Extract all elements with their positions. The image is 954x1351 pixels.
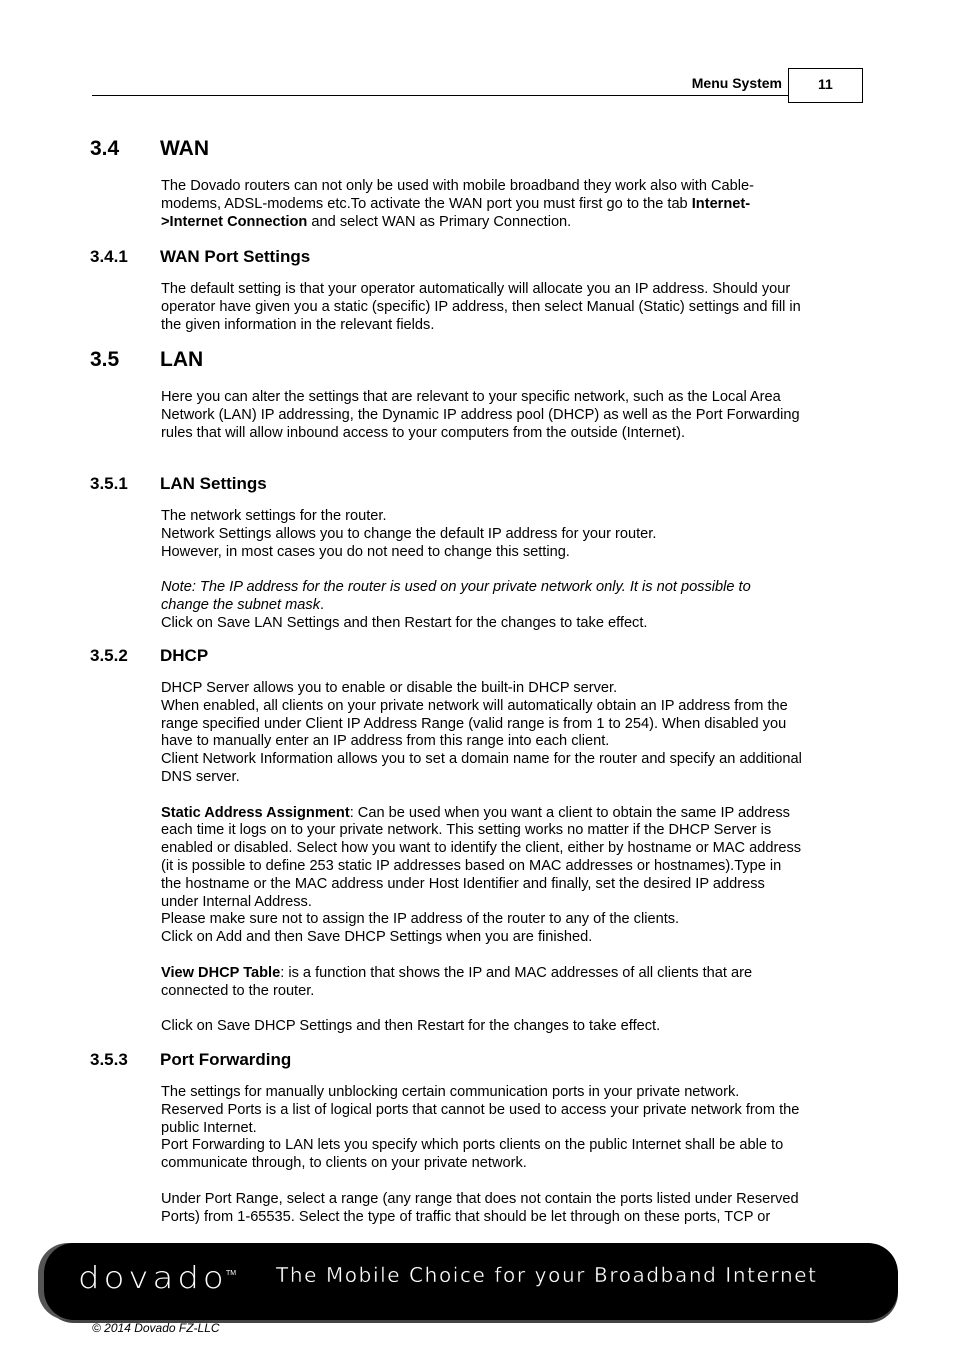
text-line: View DHCP Table: is a function that shows the IP and MAC addresses of all clients that are	[161, 964, 753, 981]
section-title: DHCP	[160, 646, 209, 665]
text-line: connected to the router.	[161, 982, 315, 999]
section-number: 3.5.3	[90, 1050, 128, 1069]
paragraph-port-forwarding	[161, 1084, 866, 1226]
bold-term: Internet-	[691, 195, 751, 212]
text-line: communicate through, to clients on your private network.	[161, 1155, 527, 1172]
section-title: LAN	[160, 348, 204, 371]
text-line: Click on Save LAN Settings and then Restart for the changes to take effect.	[161, 614, 648, 631]
text-line: Under Port Range, select a range (any range that does not contain the ports listed under Reserved	[161, 1190, 799, 1207]
text-line: under Internal Address.	[161, 893, 312, 910]
text-line: public Internet.	[161, 1119, 257, 1136]
paragraph-dhcp	[161, 680, 866, 1036]
text-line: enabled or disabled. Select how you want to identify the client, either by hostname or MAC address	[161, 840, 802, 857]
section-title: Port Forwarding	[160, 1050, 292, 1069]
header-rule	[92, 95, 788, 96]
text-line: The settings for manually unblocking certain communication ports in your private network.	[161, 1084, 740, 1100]
text-line: Client Network Information allows you to set a domain name for the router and specify an additional	[161, 751, 802, 768]
heading-3-4	[90, 137, 209, 161]
text-line: >Internet Connection and select WAN as Primary Connection.	[161, 213, 572, 230]
heading-3-5-2	[90, 646, 208, 666]
text-line: The network settings for the router.	[161, 508, 387, 524]
text-line: When enabled, all clients on your private network will automatically obtain an IP address from the	[161, 697, 788, 714]
note-line: Note: The IP address for the router is used on your private network only. It is not possible to	[161, 579, 751, 596]
trademark-mark: TM	[226, 1270, 237, 1277]
text-line: the hostname or the MAC address under Host Identifier and finally, set the desired IP address	[161, 875, 765, 892]
bold-term: Static Address Assignment	[161, 804, 350, 821]
text-line: The Dovado routers can not only be used with mobile broadband they work also with Cable-	[161, 178, 754, 194]
text-line: Network (LAN) IP addressing, the Dynamic IP address pool (DHCP) as well as the Port Forwarding	[161, 406, 800, 423]
section-number: 3.5.1	[90, 474, 128, 493]
text-line: DNS server.	[161, 768, 240, 785]
paragraph-lan-settings	[161, 508, 866, 633]
note-line: change the subnet mask.	[161, 596, 325, 613]
text-line: However, in most cases you do not need to change this setting.	[161, 543, 570, 560]
section-title: WAN Port Settings	[160, 247, 311, 266]
paragraph-lan	[161, 389, 866, 442]
page-number: 11	[788, 68, 863, 103]
text-line: DHCP Server allows you to enable or disable the built-in DHCP server.	[161, 680, 618, 696]
section-number: 3.4.1	[90, 247, 128, 266]
paragraph-wan-port	[161, 281, 866, 334]
heading-3-4-1	[90, 247, 310, 267]
text-line: Please make sure not to assign the IP address of the router to any of the clients.	[161, 911, 680, 928]
text-line: modems, ADSL-modems etc.To activate the WAN port you must first go to the tab Internet-	[161, 195, 751, 212]
text-line: Port Forwarding to LAN lets you specify which ports clients on the public Internet shall be able to	[161, 1137, 784, 1154]
heading-3-5-1	[90, 474, 267, 494]
text-line: the given information in the relevant fields.	[161, 316, 435, 333]
text-line: Click on Save DHCP Settings and then Restart for the changes to take effect.	[161, 1018, 661, 1035]
text-line: range specified under Client IP Address Range (valid range is from 1 to 254). When disabled you	[161, 715, 787, 732]
text-line: each time it logs on to your private network. This setting works no matter if the DHCP Server is	[161, 822, 772, 839]
text-line: Here you can alter the settings that are relevant to your specific network, such as the Local Area	[161, 389, 781, 405]
text-line: Static Address Assignment: Can be used when you want a client to obtain the same IP address	[161, 804, 790, 821]
bold-term: View DHCP Table	[161, 964, 281, 981]
copyright: © 2014 Dovado FZ-LLC	[92, 1321, 220, 1335]
text-line: The default setting is that your operator automatically will allocate you an IP address. Should your	[161, 281, 791, 297]
text-line: (it is possible to define 253 static IP addresses based on MAC addresses or hostnames).Type in	[161, 857, 782, 874]
text-line: have to manually enter an IP address from this range into each client.	[161, 733, 610, 750]
text-line: Ports) from 1-65535. Select the type of traffic that should be let through on these ports, TCP or	[161, 1208, 771, 1225]
footer-tagline: The Mobile Choice for your Broadband Internet	[276, 1263, 818, 1287]
heading-3-5-3	[90, 1050, 291, 1070]
section-number: 3.5	[90, 348, 120, 371]
dovado-logo: dovado	[78, 1260, 228, 1296]
section-number: 3.5.2	[90, 646, 128, 665]
text-line: rules that will allow inbound access to your computers from the outside (Internet).	[161, 424, 685, 441]
text-line: Reserved Ports is a list of logical ports that cannot be used to access your private network from the	[161, 1101, 800, 1118]
heading-3-5	[90, 348, 203, 372]
section-title: WAN	[160, 137, 209, 160]
paragraph-wan	[161, 178, 866, 231]
section-title: LAN Settings	[160, 474, 267, 493]
section-number: 3.4	[90, 137, 120, 160]
running-header-title: Menu System	[691, 75, 782, 91]
text-line: operator have given you a static (specific) IP address, then select Manual (Static) settings and fill in	[161, 298, 801, 315]
text-line: Network Settings allows you to change the default IP address for your router.	[161, 525, 657, 542]
text-line: Click on Add and then Save DHCP Settings when you are finished.	[161, 929, 593, 946]
bold-term: >Internet Connection	[161, 213, 308, 230]
